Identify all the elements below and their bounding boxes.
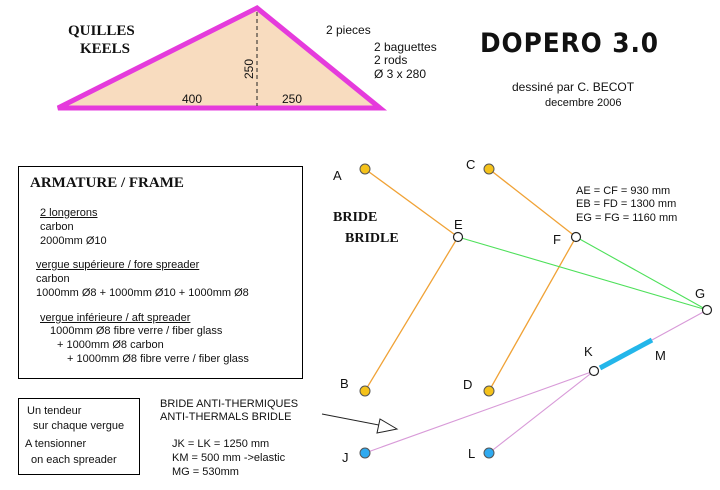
anti-title-fr: BRIDE ANTI-THERMIQUES <box>160 398 299 410</box>
pointer-arrow-head <box>377 419 397 433</box>
anti-title-en: ANTI-THERMALS BRIDLE <box>160 411 292 423</box>
keel-left-label: 400 <box>182 92 203 106</box>
label-c: C <box>466 157 476 172</box>
point-b <box>360 386 370 396</box>
label-a: A <box>333 168 342 183</box>
point-j <box>360 448 370 458</box>
label-d: D <box>463 377 473 392</box>
point-g <box>703 306 712 315</box>
keels-rod-size: Ø 3 x 280 <box>374 67 427 81</box>
keels-title-fr: QUILLES <box>68 23 135 39</box>
spar-f-d <box>489 237 576 391</box>
frame-aft-line1: 1000mm Ø8 fibre verre / fiber glass <box>50 325 223 337</box>
label-e: E <box>454 217 463 232</box>
frame-aft-line3: + 1000mm Ø8 fibre verre / fiber glass <box>67 353 249 365</box>
point-l <box>484 448 494 458</box>
label-f: F <box>553 232 561 247</box>
bridle-f-g <box>576 237 707 310</box>
label-m: M <box>655 348 666 363</box>
anti-l-k <box>489 371 594 453</box>
spar-c-f <box>489 169 576 237</box>
frame-fore-material: carbon <box>36 273 70 285</box>
bridle-measure-ae-cf: AE = CF = 930 mm <box>576 185 671 197</box>
point-f <box>572 233 581 242</box>
label-g: G <box>695 286 706 301</box>
frame-spars-title: 2 longerons <box>40 207 98 219</box>
anti-m-g <box>652 310 707 340</box>
frame-fore-title: vergue supérieure / fore spreader <box>36 259 200 271</box>
point-a <box>360 164 370 174</box>
point-c <box>484 164 494 174</box>
keels-pieces: 2 pieces <box>326 23 371 37</box>
credit-date: decembre 2006 <box>545 97 622 109</box>
note-line2: sur chaque vergue <box>33 420 125 432</box>
note-line3: A tensionner <box>25 438 87 450</box>
keel-right-label: 250 <box>282 92 303 106</box>
credit-author: dessiné par C. BECOT <box>512 80 635 94</box>
bridle-measure-eg-fg: EG = FG = 1160 mm <box>576 212 678 224</box>
frame-box <box>18 166 303 379</box>
label-k: K <box>584 344 593 359</box>
label-l: L <box>468 446 476 461</box>
frame-aft-line2: + 1000mm Ø8 carbon <box>57 339 164 351</box>
bridle-title-fr: BRIDE <box>333 210 378 225</box>
point-e <box>454 233 463 242</box>
spar-a-d-right <box>365 169 458 237</box>
frame-spars-material: carbon <box>40 221 74 233</box>
bridle-e-g <box>458 237 707 310</box>
label-b: B <box>340 376 349 391</box>
pointer-arrow-shaft <box>322 414 384 426</box>
frame-title: ARMATURE / FRAME <box>30 175 184 191</box>
note-line1: Un tendeur <box>27 405 82 417</box>
keels-title-en: KEELS <box>80 41 131 57</box>
anti-measure-km: KM = 500 mm ->elastic <box>172 452 286 464</box>
frame-fore-size: 1000mm Ø8 + 1000mm Ø10 + 1000mm Ø8 <box>36 287 249 299</box>
anti-j-k <box>365 371 594 453</box>
tensioner-note-box <box>18 398 140 475</box>
anti-measure-mg: MG = 530mm <box>172 466 239 478</box>
keels-rods-fr: 2 baguettes <box>374 40 437 54</box>
spar-e-b <box>365 237 458 391</box>
label-j: J <box>342 450 349 465</box>
bridle-measure-eb-fd: EB = FD = 1300 mm <box>576 198 677 210</box>
bridle-title-en: BRIDLE <box>345 231 399 246</box>
anti-measure-jk-lk: JK = LK = 1250 mm <box>172 438 270 450</box>
keels-rods-en: 2 rods <box>374 53 408 67</box>
elastic-k-m <box>600 340 652 368</box>
frame-aft-title: vergue inférieure / aft spreader <box>40 312 191 324</box>
page-title: DOPERO 3.0 <box>480 28 660 59</box>
keel-height-label: 250 <box>242 58 256 79</box>
note-line4: on each spreader <box>31 454 117 466</box>
frame-spars-size: 2000mm Ø10 <box>40 235 107 247</box>
point-d <box>484 386 494 396</box>
point-k <box>590 367 599 376</box>
